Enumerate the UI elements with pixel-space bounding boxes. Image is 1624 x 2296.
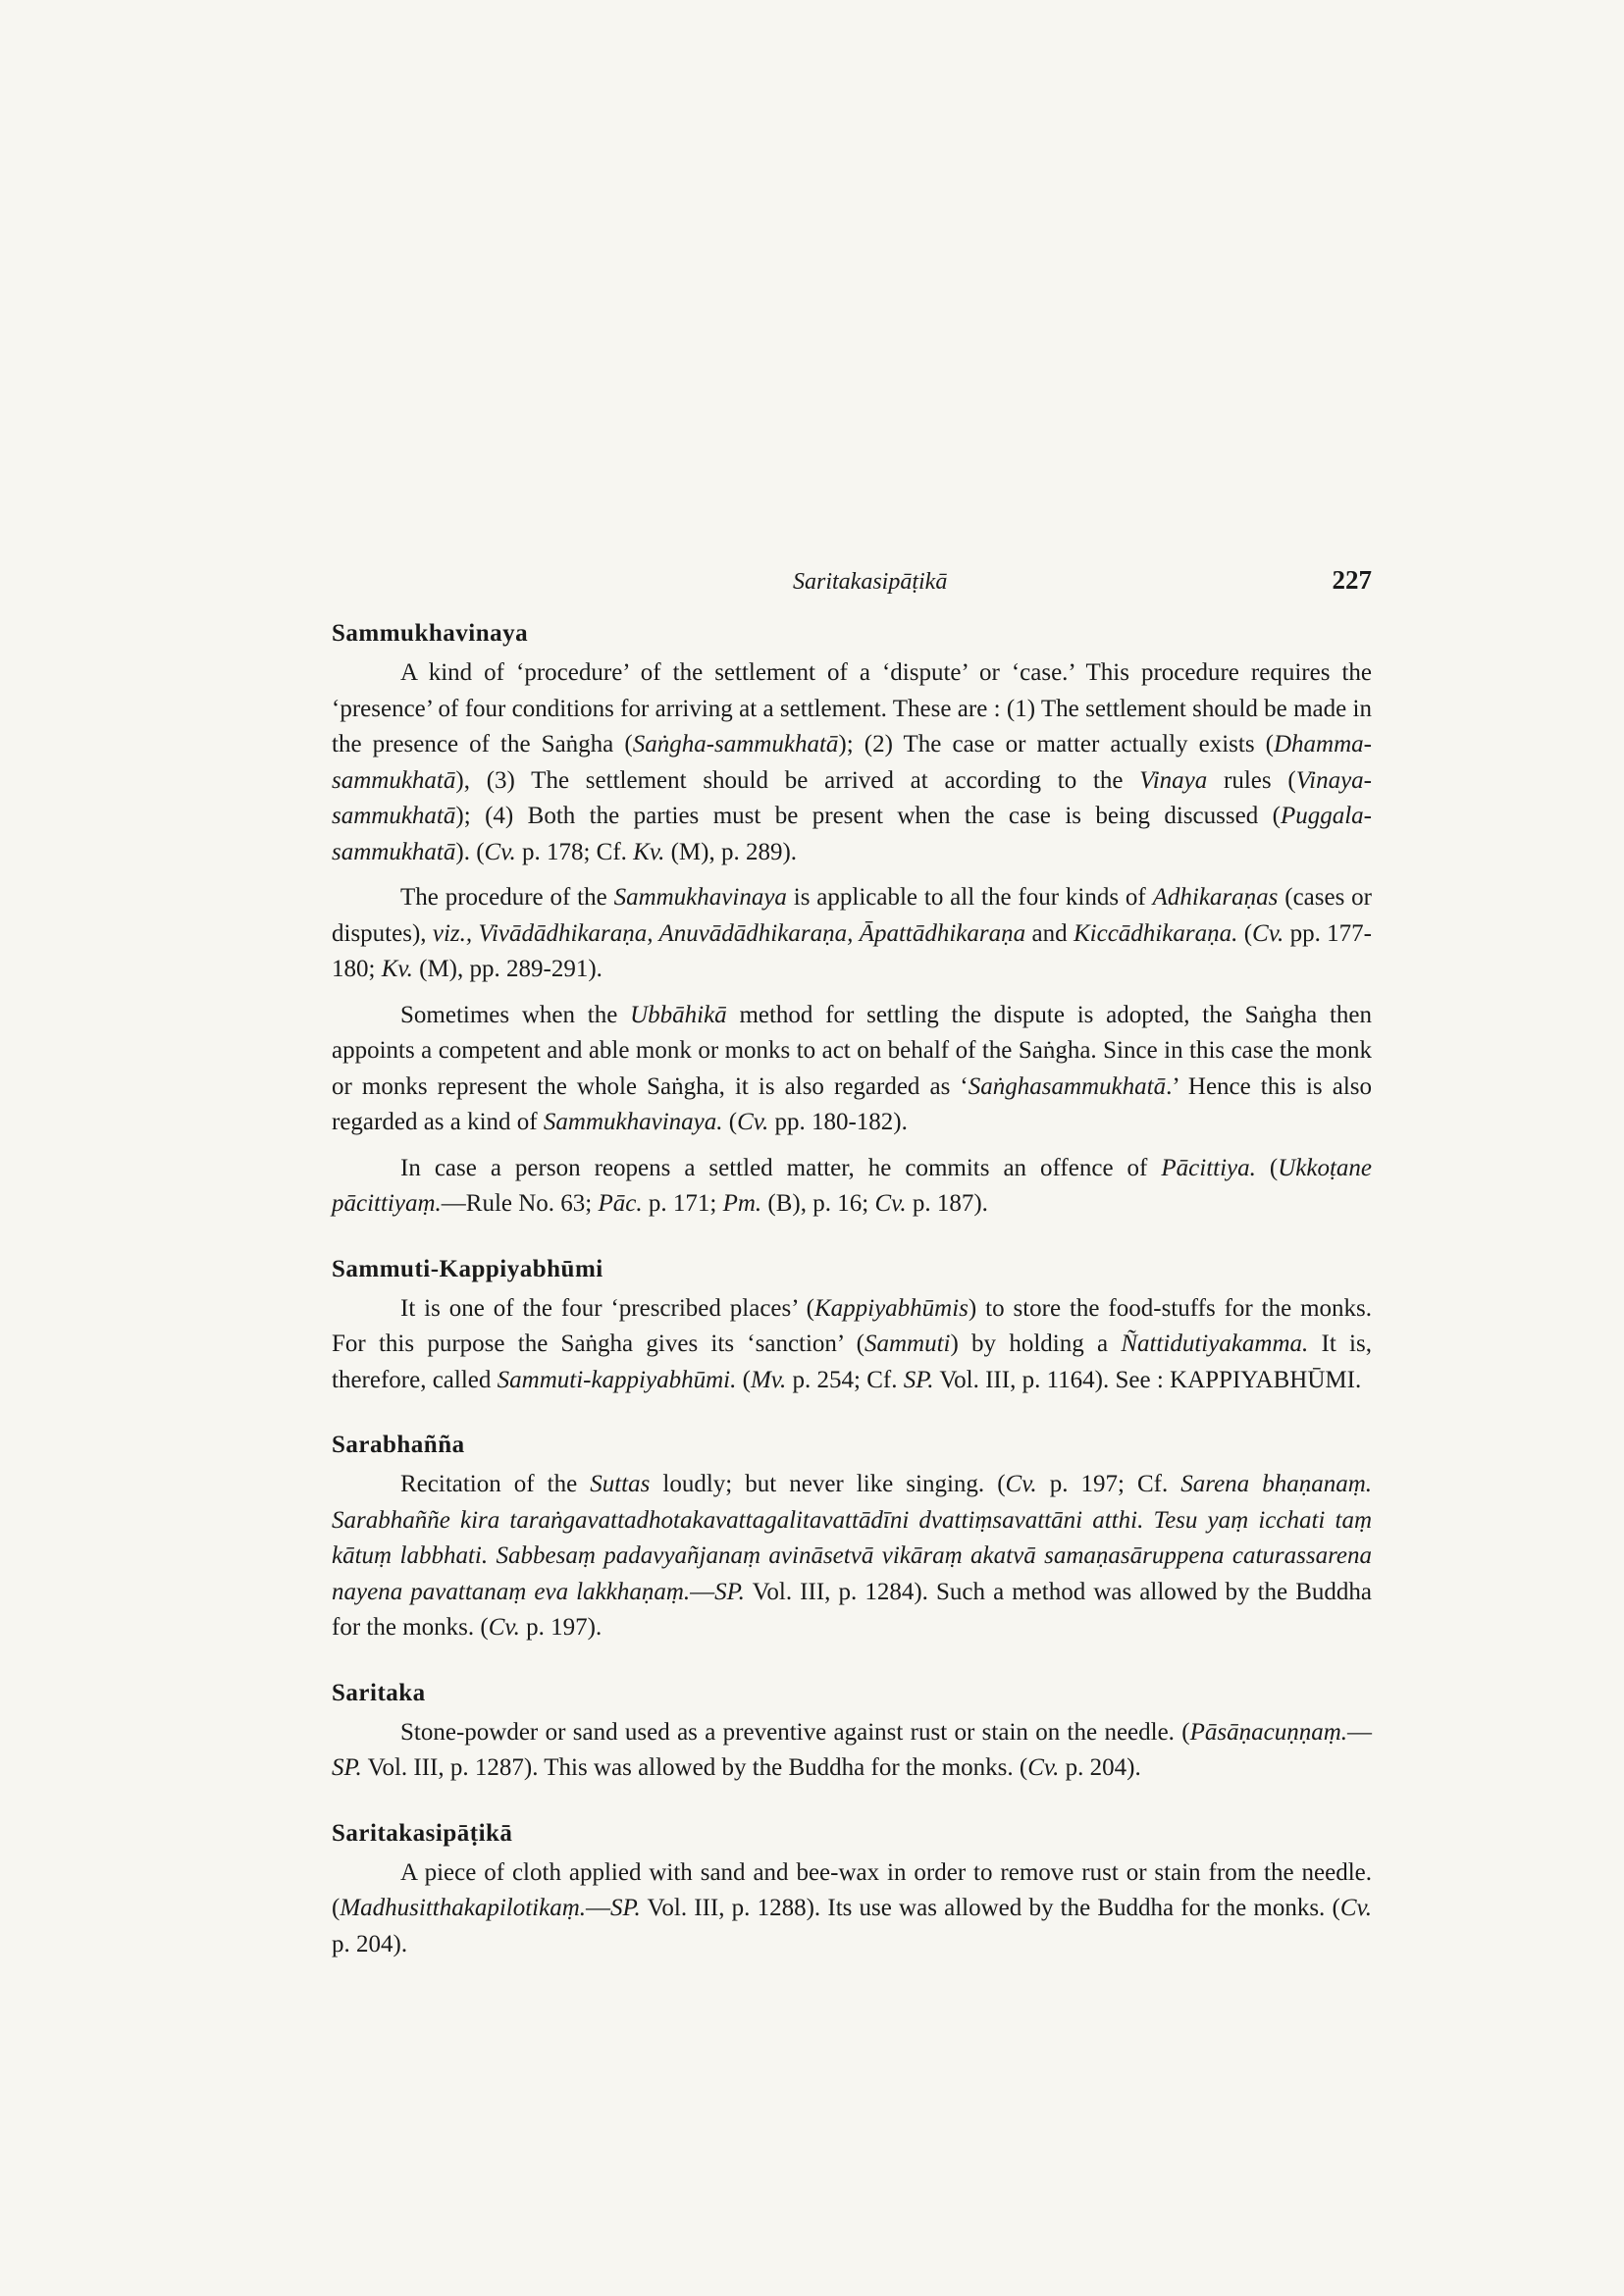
- text-run: It is, therefore, called: [332, 1331, 1372, 1393]
- text-run: is applicable to all the four kinds of: [786, 884, 1153, 911]
- italic-term: Kv.: [633, 838, 665, 865]
- text-run: Vol. III, p. 1164). See : KAPPIYABHŪMI.: [933, 1366, 1362, 1393]
- italic-term: Cv.: [1005, 1471, 1037, 1497]
- italic-term: Cv.: [874, 1190, 907, 1217]
- italic-term: Sammuti-kappiyabhūmi.: [497, 1366, 737, 1393]
- italic-term: Suttas: [590, 1471, 651, 1497]
- text-run: .’ Hence this is also regarded as a kind of: [332, 1072, 1372, 1135]
- text-run: p. 197).: [519, 1614, 602, 1641]
- text-run: (cases or disputes),: [332, 884, 1372, 947]
- italic-term: Cv.: [1252, 919, 1284, 947]
- glossary-entries: [332, 620, 1372, 1962]
- entry-paragraph: [332, 880, 1372, 988]
- text-run: Vol. III, p. 1284). Such a method was allowed by the Buddha for the monks. (: [332, 1578, 1372, 1641]
- entry-paragraph: [332, 1291, 1372, 1399]
- text-run: —: [586, 1895, 610, 1921]
- text-run: (B), p. 16;: [761, 1190, 875, 1217]
- italic-term: Cv.: [1027, 1754, 1060, 1781]
- entry-headword: Sarabhañña: [332, 1432, 465, 1458]
- text-run: —: [690, 1578, 715, 1605]
- text-run: (: [722, 1109, 738, 1135]
- glossary-entry: [332, 1432, 1372, 1646]
- italic-term: Madhusitthakapilotikaṃ.: [340, 1895, 586, 1921]
- text-run: It is one of the four ‘prescribed places’ (: [400, 1294, 814, 1322]
- glossary-entry: [332, 1256, 1372, 1399]
- italic-term: Saṅgha-sammukhatā: [632, 731, 839, 757]
- text-run: Vol. III, p. 1288). Its use was allowed by the Buddha for the monks. (: [640, 1895, 1340, 1921]
- italic-term: Sammukhavinaya.: [543, 1109, 723, 1135]
- text-run: rules (: [1207, 766, 1296, 794]
- italic-term: SP.: [714, 1578, 745, 1605]
- text-run: Sometimes when the: [400, 1001, 631, 1028]
- text-run: pp. 177-180;: [332, 919, 1373, 982]
- book-page: [332, 565, 1373, 1972]
- text-run: In case a person reopens a settled matter, he commits an offence of: [400, 1154, 1162, 1181]
- italic-term: Dhamma-sammukhatā: [332, 731, 1372, 794]
- entry-paragraph: [332, 1855, 1372, 1963]
- italic-term: Sammukhavinaya: [613, 884, 787, 911]
- italic-term: Sammuti: [864, 1331, 951, 1357]
- running-title: Saritakasipāṭikā: [793, 569, 948, 595]
- entry-paragraph: [332, 998, 1372, 1141]
- text-run: p. 254; Cf.: [786, 1366, 904, 1393]
- text-run: Stone-powder or sand used as a preventive against rust or stain on the needle. (: [400, 1718, 1190, 1746]
- italic-term: SP.: [903, 1366, 934, 1393]
- text-run: (: [736, 1366, 751, 1393]
- entry-paragraph: [332, 1715, 1372, 1787]
- glossary-entry: [332, 1680, 1372, 1787]
- entry-headword: Saritaka: [332, 1679, 426, 1706]
- italic-term: Kv.: [381, 956, 413, 982]
- text-run: A piece of cloth applied with sand and bee-wax in order to remove rust or stain from the needle. (: [332, 1858, 1372, 1921]
- text-run: loudly; but never like singing. (: [650, 1471, 1006, 1497]
- text-run: p. 197; Cf.: [1036, 1471, 1181, 1497]
- italic-term: Pāsāṇacuṇṇaṃ.: [1189, 1718, 1347, 1746]
- italic-term: Vivādādhikaraṇa, Anuvādādhikaraṇa, Āpattādhikaraṇa: [478, 919, 1026, 947]
- text-run: method for settling the dispute is adopted, the Saṅgha then appoints a competent and able monk or monks to act on behalf of the Saṅgha. Since in this case the monk or monks represent the whole Saṅgha, it is also regarded as ‘: [332, 1001, 1372, 1100]
- text-run: Recitation of the: [400, 1471, 591, 1497]
- entry-paragraph: [332, 1467, 1372, 1646]
- text-run: (: [1255, 1154, 1279, 1181]
- running-head: [332, 565, 1372, 608]
- italic-term: Sarena bhaṇanaṃ. Sarabhaññe kira taraṅgavattadhotakavattagalitavattādīni dvattiṃsavattāni atthi. Tesu yaṃ icchati taṃ kātuṃ labbhati. Sabbesaṃ padavyañjanaṃ avināsetvā vikāraṃ akatvā samaṇasāruppena caturassarena nayena pavattanaṃ eva lakkhaṇaṃ.: [332, 1471, 1372, 1605]
- text-run: and: [1025, 919, 1074, 947]
- italic-term: Ñattidutiyakamma.: [1121, 1331, 1309, 1357]
- italic-term: Kappiyabhūmis: [813, 1294, 969, 1322]
- text-run: ) by holding a: [950, 1331, 1122, 1357]
- text-run: ), (3) The settlement should be arrived at according to the: [455, 766, 1140, 794]
- text-run: p. 204).: [1059, 1754, 1141, 1781]
- text-run: (M), pp. 289-291).: [412, 956, 602, 982]
- text-run: ) to store the food-stuffs for the monks. For this purpose the Saṅgha gives its ‘sanction’ (: [332, 1294, 1373, 1357]
- text-run: —Rule No. 63;: [441, 1190, 599, 1217]
- italic-term: Kiccādhikaraṇa.: [1073, 919, 1238, 947]
- entry-headword: Saritakasipāṭikā: [332, 1819, 513, 1847]
- italic-term: viz.,: [432, 919, 473, 947]
- italic-term: Ubbāhikā: [630, 1001, 727, 1028]
- text-run: ). (: [455, 838, 485, 865]
- text-run: p. 171;: [642, 1190, 723, 1217]
- text-run: ); (4) Both the parties must be present when the case is being discussed (: [455, 803, 1281, 829]
- text-run: pp. 180-182).: [768, 1109, 908, 1135]
- italic-term: Ukkoṭane pācittiyaṃ.: [332, 1154, 1372, 1217]
- italic-term: Mv.: [750, 1366, 787, 1393]
- italic-term: Vinaya-sammukhatā: [332, 766, 1373, 829]
- italic-term: Pāc.: [598, 1190, 643, 1217]
- italic-term: SP.: [332, 1754, 362, 1781]
- italic-term: Puggala-sammukhatā: [332, 803, 1372, 865]
- text-run: A kind of ‘procedure’ of the settlement of a ‘dispute’ or ‘case.’ This procedure requires the ‘presence’ of four conditions for arriving at a settlement. These are : (1) The settlement should be made in the presence of the Saṅgha (: [332, 659, 1372, 757]
- glossary-entry: [332, 1820, 1372, 1963]
- text-run: (M), p. 289).: [664, 838, 798, 865]
- italic-term: Saṅghasammukhatā: [968, 1072, 1167, 1100]
- italic-term: Cv.: [484, 838, 516, 865]
- entry-paragraph: [332, 1151, 1372, 1223]
- text-run: p. 204).: [332, 1930, 408, 1957]
- text-run: —: [1347, 1718, 1372, 1746]
- italic-term: Cv.: [1339, 1895, 1372, 1921]
- page-number: 227: [1332, 565, 1372, 595]
- text-run: p. 178; Cf.: [515, 838, 634, 865]
- text-run: ); (2) The case or matter actually exists (: [838, 731, 1274, 757]
- italic-term: SP.: [610, 1895, 641, 1921]
- entry-headword: Sammuti-Kappiyabhūmi: [332, 1255, 603, 1282]
- text-run: Vol. III, p. 1287). This was allowed by the Buddha for the monks. (: [361, 1754, 1028, 1781]
- text-run: (: [1237, 919, 1253, 947]
- entry-headword: Sammukhavinaya: [332, 620, 529, 647]
- italic-term: Pācittiya.: [1161, 1154, 1256, 1181]
- italic-term: Adhikaraṇas: [1152, 884, 1279, 911]
- italic-term: Vinaya: [1139, 766, 1208, 794]
- italic-term: Cv.: [737, 1109, 769, 1135]
- italic-term: Cv.: [488, 1614, 520, 1641]
- italic-term: Pm.: [722, 1190, 762, 1217]
- glossary-entry: [332, 620, 1372, 1223]
- entry-paragraph: [332, 655, 1372, 870]
- text-run: The procedure of the: [400, 884, 614, 911]
- text-run: p. 187).: [906, 1190, 988, 1217]
